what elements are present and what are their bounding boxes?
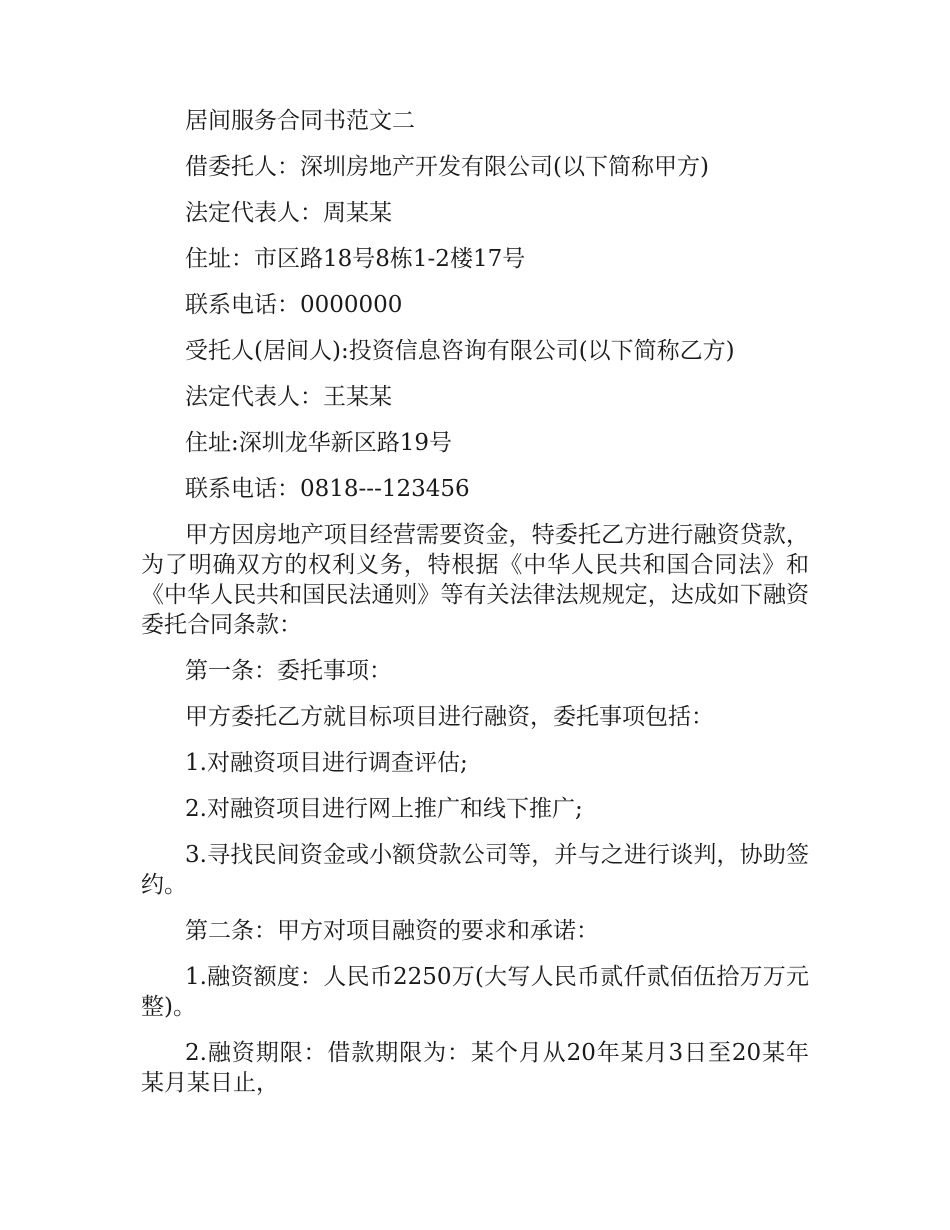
- paragraph-agent: 受托人(居间人):投资信息咨询有限公司(以下简称乙方): [185, 338, 735, 364]
- article-2-heading: 第二条：甲方对项目融资的要求和承诺：: [185, 918, 599, 944]
- paragraph-client-address: 住址：市区路18号8栋1-2楼17号: [185, 246, 526, 272]
- paragraph-client: 借委托人：深圳房地产开发有限公司(以下简称甲方): [185, 154, 709, 180]
- article-1-item-3: 3.寻找民间资金或小额贷款公司等，并与之进行谈判，协助签约。: [141, 842, 809, 898]
- paragraph-agent-address: 住址:深圳龙华新区路19号: [185, 430, 453, 456]
- document-body: [141, 106, 809, 1114]
- article-2-item-1: 1.融资额度：人民币2250万(大写人民币贰仟贰佰伍拾万万元整)。: [141, 964, 809, 1020]
- paragraph-preamble: 甲方因房地产项目经营需要资金，特委托乙方进行融资贷款，为了明确双方的权利义务，特根据《中华人民共和国合同法》和《中华人民共和国民法通则》等有关法律法规规定，达成如下融资委托合同条款：: [141, 522, 809, 638]
- document-title: 居间服务合同书范文二: [185, 108, 415, 134]
- article-1-intro: 甲方委托乙方就目标项目进行融资，委托事项包括：: [185, 704, 714, 730]
- paragraph-agent-representative: 法定代表人：王某某: [185, 384, 392, 410]
- article-2-item-2: 2.融资期限：借款期限为：某个月从20年某月3日至20某年某月某日止，: [141, 1040, 809, 1096]
- article-1-item-1: 1.对融资项目进行调查评估;: [185, 750, 468, 776]
- paragraph-agent-phone: 联系电话：0818---123456: [185, 476, 470, 502]
- article-1-heading: 第一条：委托事项：: [185, 658, 392, 684]
- paragraph-client-phone: 联系电话：0000000: [185, 292, 403, 318]
- article-1-item-2: 2.对融资项目进行网上推广和线下推广;: [185, 796, 583, 822]
- paragraph-client-representative: 法定代表人：周某某: [185, 200, 392, 226]
